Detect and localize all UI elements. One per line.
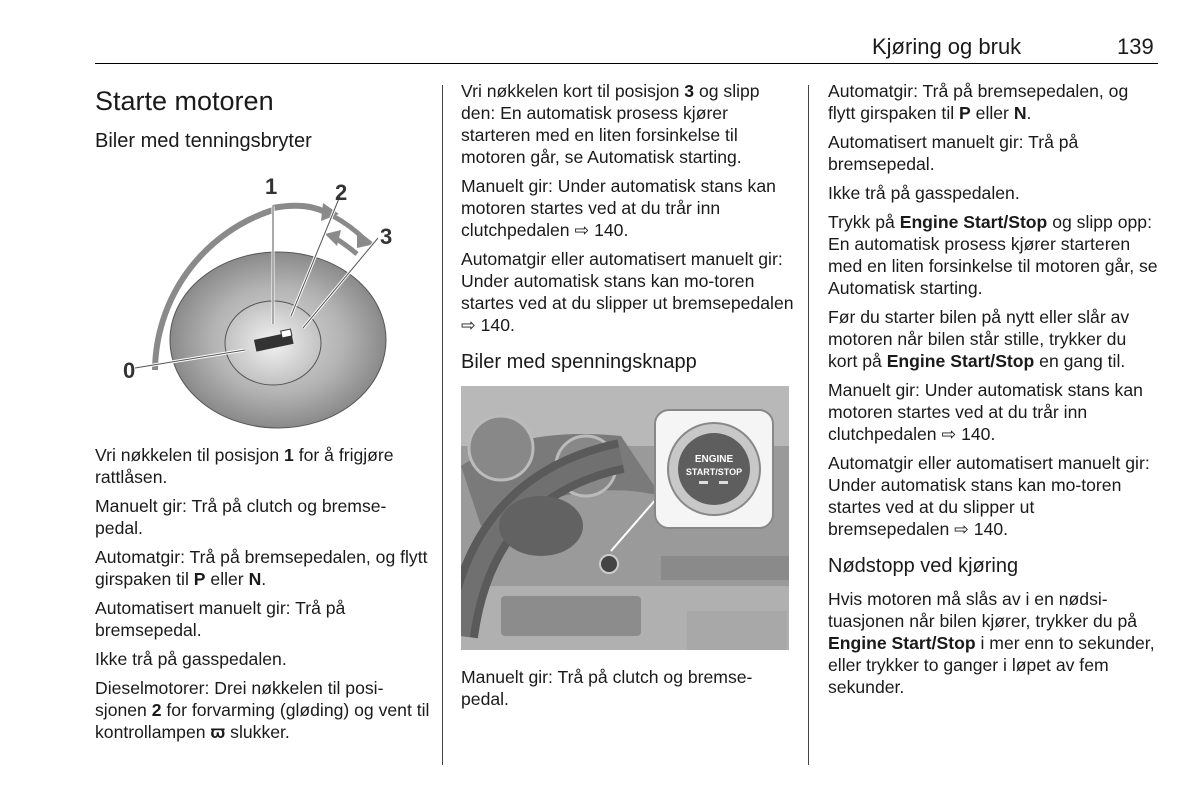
section-title: Starte motoren — [95, 86, 274, 116]
glow-plug-icon: ϖ — [210, 722, 226, 742]
position-label-1: 1 — [265, 174, 278, 199]
paragraph: Manuelt gir: Trå på clutch og bremse-pedal. — [461, 667, 753, 709]
paragraph: Ikke trå på gasspedalen. — [828, 183, 1020, 203]
paragraph: Vri nøkkelen til posisjon 1 for å frigjøre rattlåsen. — [95, 445, 394, 487]
paragraph: Vri nøkkelen kort til posisjon 3 og slipp den: En automatisk prosess kjører starteren med en liten forsinkelse til motoren går, se Automatisk starting. — [461, 81, 760, 167]
paragraph: Dieselmotorer: Drei nøkkelen til posi-sjonen 2 for forvarming (gløding) og vent til kontrollampen ϖ slukker. — [95, 678, 430, 742]
paragraph: Trykk på Engine Start/Stop og slipp opp: En automatisk prosess kjører starteren med en liten forsinkelse til motoren går, se Automatisk starting. — [828, 212, 1158, 298]
paragraph: Automatgir eller automatisert manuelt gir: Under automatisk stans kan mo-toren startes ved at du slipper ut bremsepedalen ⇨ 140. — [461, 249, 794, 335]
paragraph: Automatgir: Trå på bremsepedalen, og flytt girspaken til P eller N. — [828, 81, 1129, 123]
ignition-switch-figure — [95, 168, 425, 430]
column-divider — [808, 85, 809, 765]
paragraph: Automatgir eller automatisert manuelt gir: Under automatisk stans kan mo-toren startes ved at du slipper ut bremsepedalen ⇨ 140. — [828, 453, 1150, 539]
paragraph: Ikke trå på gasspedalen. — [95, 649, 287, 669]
running-header-title: Kjøring og bruk — [872, 34, 1022, 59]
column-2 — [461, 80, 796, 717]
paragraph: Manuelt gir: Under automatisk stans kan motoren startes ved at du trår inn clutchpedalen ⇨ 140. — [828, 380, 1143, 444]
subsection-title: Nødstopp ved kjøring — [828, 555, 1019, 577]
paragraph: Automatgir: Trå på bremsepedalen, og flytt girspaken til P eller N. — [95, 547, 428, 589]
paragraph: Automatisert manuelt gir: Trå på bremsepedal. — [95, 598, 346, 640]
start-stop-button-label: START/STOP — [685, 467, 743, 477]
paragraph: Automatisert manuelt gir: Trå på bremsepedal. — [828, 132, 1079, 174]
header-rule — [95, 63, 1158, 64]
subsection-title: Biler med tenningsbryter — [95, 130, 312, 152]
column-divider — [442, 85, 443, 765]
position-label-0: 0 — [123, 358, 136, 383]
column-1 — [95, 80, 430, 750]
subsection-title: Biler med spenningsknapp — [461, 351, 697, 373]
start-stop-button-photo — [461, 386, 789, 650]
position-label-3: 3 — [380, 224, 393, 249]
engine-button-label: ENGINE — [694, 454, 734, 465]
page-number: 139 — [1117, 34, 1154, 59]
paragraph: Hvis motoren må slås av i en nødsi-tuasjonen når bilen kjører, trykker du på Engine Start/Stop i mer enn to sekunder, eller trykker to ganger i løpet av fem sekunder. — [828, 589, 1155, 697]
paragraph: Manuelt gir: Trå på clutch og bremse-pedal. — [95, 496, 387, 538]
paragraph: Før du starter bilen på nytt eller slår av motoren når bilen står stille, trykker du kort på Engine Start/Stop en gang til. — [828, 307, 1130, 371]
paragraph: Manuelt gir: Under automatisk stans kan motoren startes ved at du trår inn clutchpedalen ⇨ 140. — [461, 176, 776, 240]
position-label-2: 2 — [335, 180, 348, 205]
column-3 — [828, 80, 1160, 705]
